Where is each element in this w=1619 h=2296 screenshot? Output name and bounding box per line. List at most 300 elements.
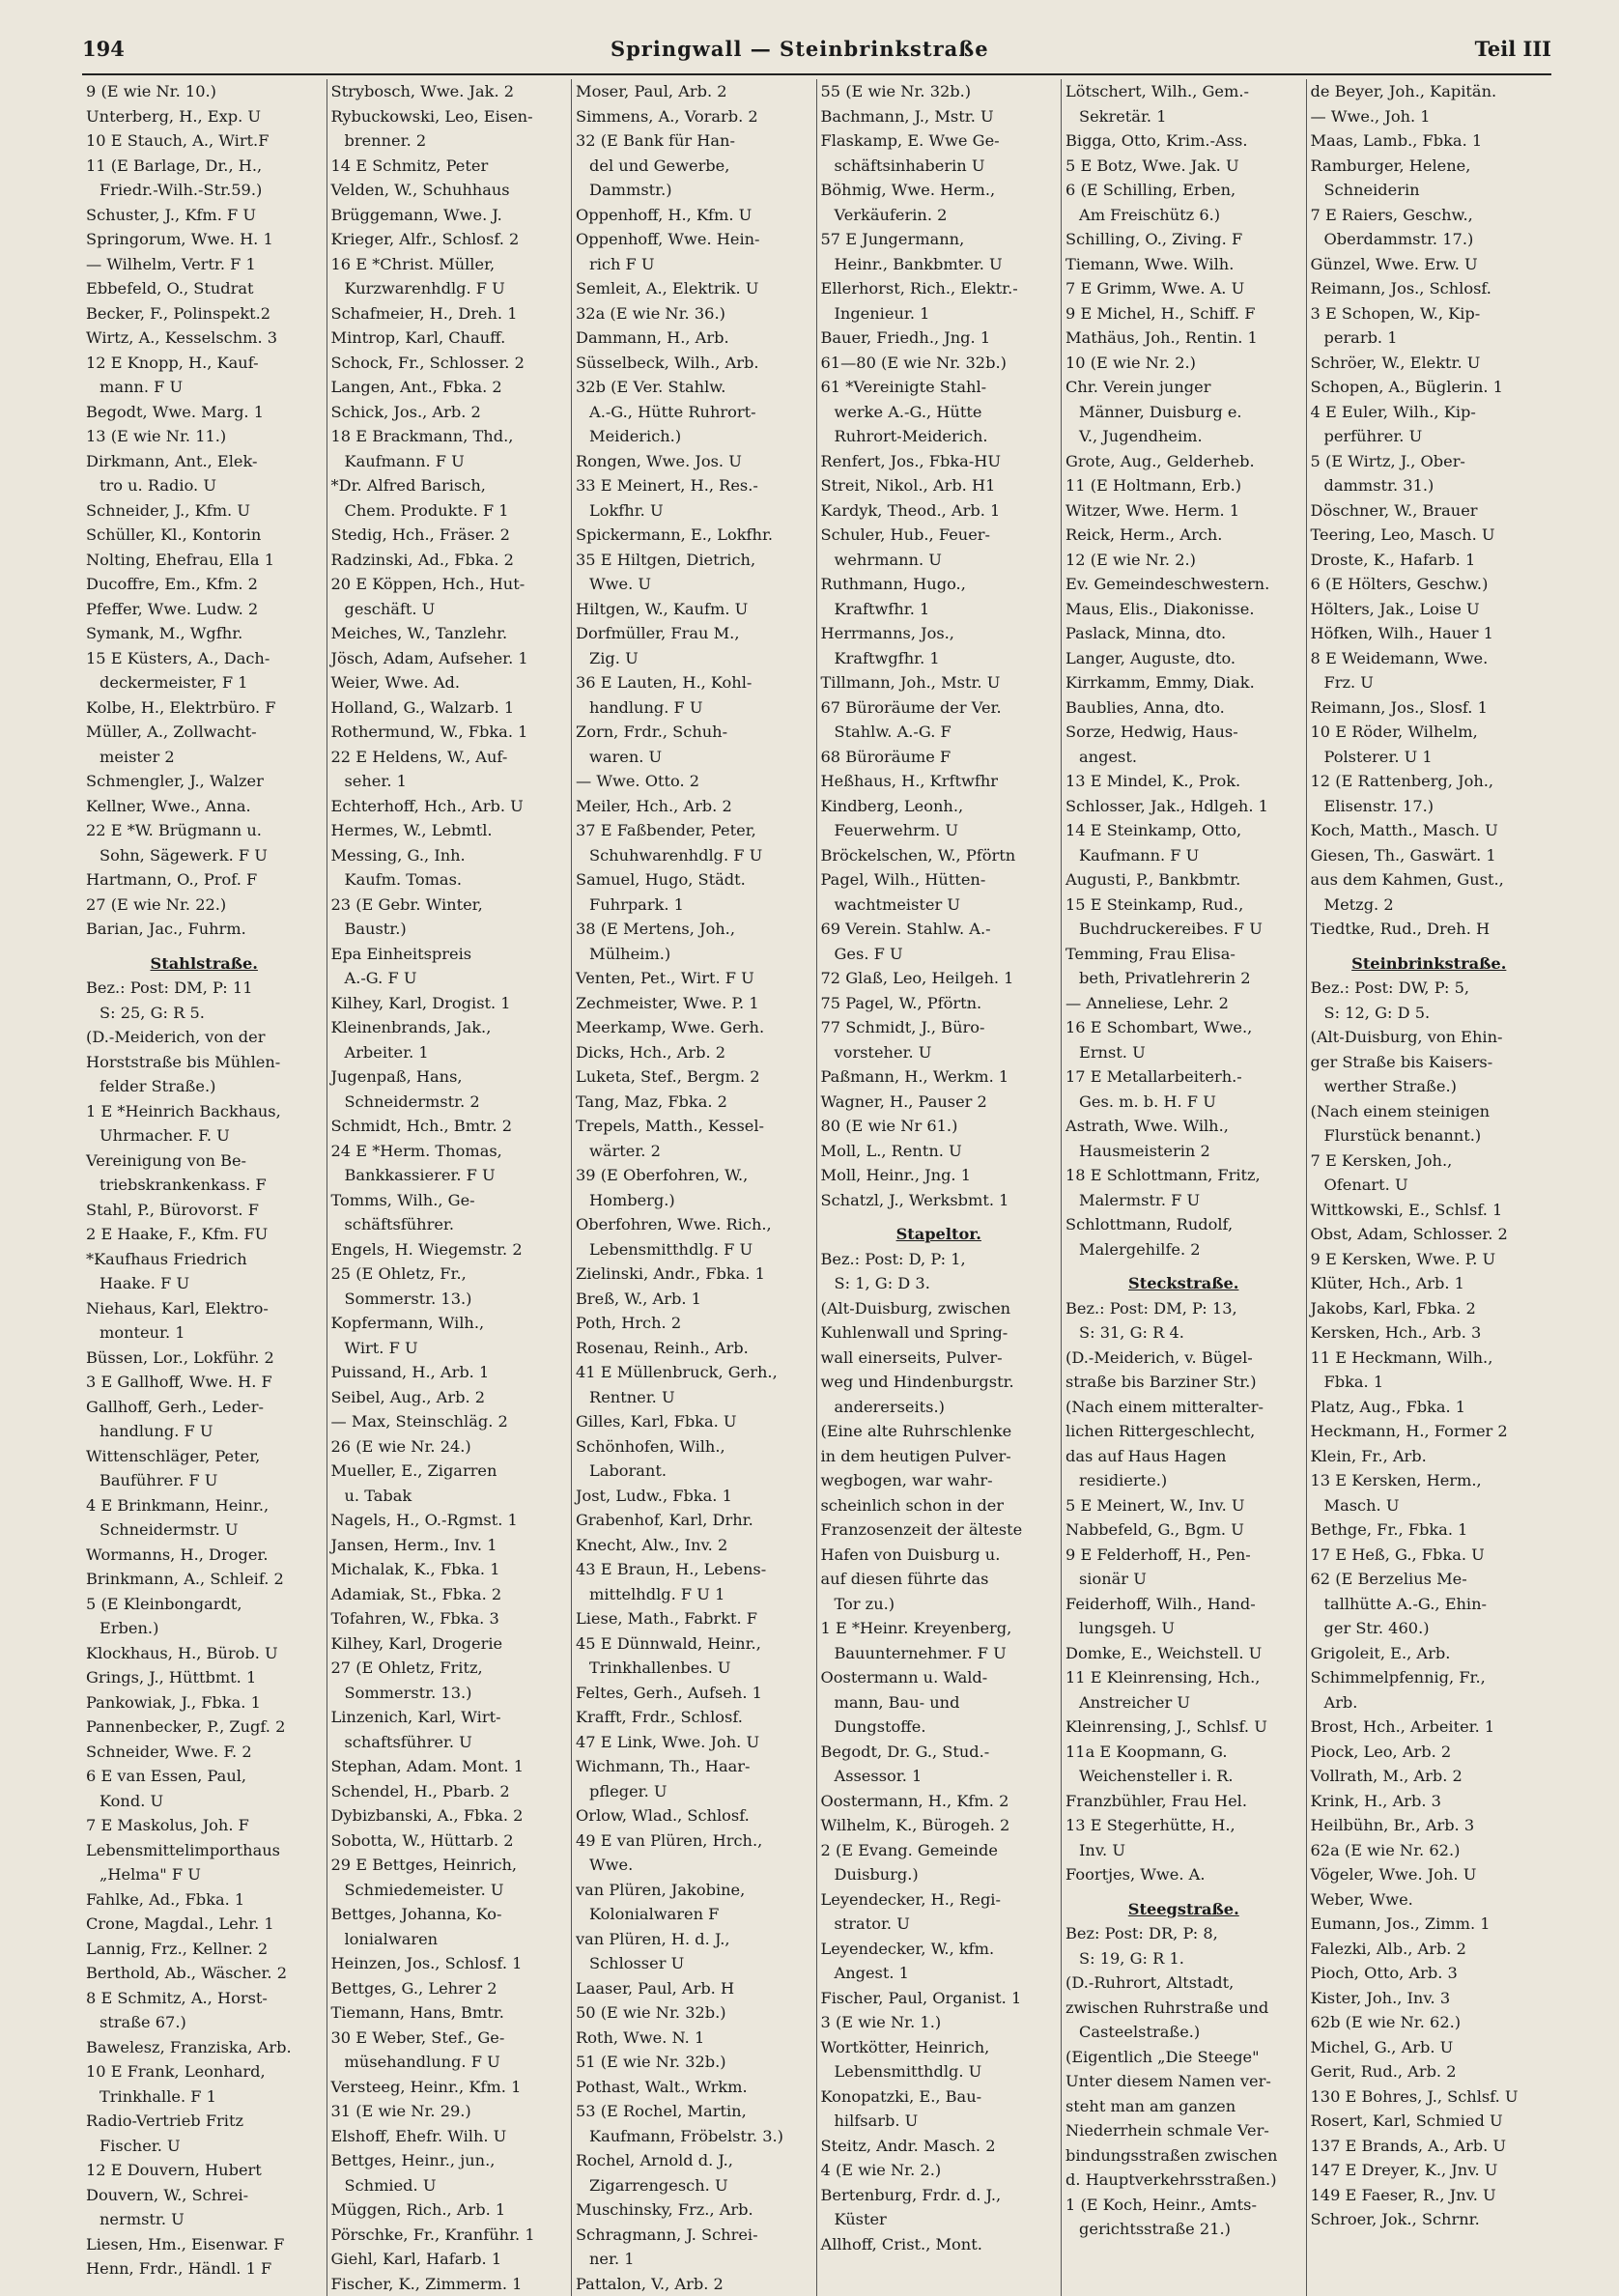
directory-entry-line: straße 67.) bbox=[86, 2010, 323, 2035]
directory-entry-line: Meiler, Hch., Arb. 2 bbox=[576, 794, 812, 819]
directory-entry-line: 51 (E wie Nr. 32b.) bbox=[576, 2050, 812, 2075]
directory-entry-line: Schock, Fr., Schlosser. 2 bbox=[331, 351, 568, 376]
directory-entry-line: Ellerhorst, Rich., Elektr.- bbox=[821, 276, 1058, 301]
directory-entry-line: 17 E Metallarbeiterh.- bbox=[1065, 1064, 1302, 1090]
directory-entry-line: 15 E Küsters, A., Dach- bbox=[86, 646, 323, 671]
directory-entry-line: Sommerstr. 13.) bbox=[331, 1681, 568, 1706]
directory-entry-line: 37 E Faßbender, Peter, bbox=[576, 818, 812, 843]
directory-entry-line: schäftsführer. bbox=[331, 1212, 568, 1237]
directory-entry-line: 25 (E Ohletz, Fr., bbox=[331, 1261, 568, 1287]
directory-entry-line: 16 E Schombart, Wwe., bbox=[1065, 1015, 1302, 1040]
directory-entry-line: 7 E Raiers, Geschw., bbox=[1311, 203, 1548, 228]
directory-entry-line: Schatzl, J., Werksbmt. 1 bbox=[821, 1188, 1058, 1213]
directory-entry-line: 10 E Stauch, A., Wirt.F bbox=[86, 128, 323, 154]
directory-entry-line: Vollrath, M., Arb. 2 bbox=[1311, 1764, 1548, 1789]
directory-entry-line: Sommerstr. 13.) bbox=[331, 1287, 568, 1312]
directory-entry-line: Casteelstraße.) bbox=[1065, 2020, 1302, 2045]
directory-entry-line: Bauer, Friedh., Jng. 1 bbox=[821, 326, 1058, 351]
directory-columns bbox=[82, 79, 1551, 2238]
directory-entry-line: S: 19, G: R 1. bbox=[1065, 1946, 1302, 1971]
directory-entry-line: Spickermann, E., Lokfhr. bbox=[576, 523, 812, 548]
directory-entry-line: Hiltgen, W., Kaufm. U bbox=[576, 597, 812, 622]
directory-entry-line: Kersken, Hch., Arb. 3 bbox=[1311, 1320, 1548, 1346]
directory-entry-line: Orlow, Wlad., Schlosf. bbox=[576, 1803, 812, 1828]
directory-entry-line: 7 E Grimm, Wwe. A. U bbox=[1065, 276, 1302, 301]
directory-entry-line: 147 E Dreyer, K., Jnv. U bbox=[1311, 2158, 1548, 2183]
directory-entry-line: Henn, Frdr., Händl. 1 F bbox=[86, 2256, 323, 2282]
directory-entry-line: Luketa, Stef., Bergm. 2 bbox=[576, 1064, 812, 1090]
directory-entry-line: Schüller, Kl., Kontorin bbox=[86, 523, 323, 548]
directory-entry-line: Büssen, Lor., Lokführ. 2 bbox=[86, 1346, 323, 1371]
directory-entry-line: Schneiderin bbox=[1311, 178, 1548, 203]
directory-entry-line: Kindberg, Leonh., bbox=[821, 794, 1058, 819]
directory-entry-line: Haake. F U bbox=[86, 1271, 323, 1296]
directory-entry-line: — Max, Steinschläg. 2 bbox=[331, 1409, 568, 1434]
directory-entry-line: Stephan, Adam. Mont. 1 bbox=[331, 1754, 568, 1779]
directory-entry-line: 61 *Vereinigte Stahl- bbox=[821, 375, 1058, 400]
directory-entry-line: Astrath, Wwe. Wilh., bbox=[1065, 1114, 1302, 1139]
directory-entry-line: Klein, Fr., Arb. bbox=[1311, 1444, 1548, 1469]
directory-entry-line: aus dem Kahmen, Gust., bbox=[1311, 867, 1548, 893]
directory-entry-line: monteur. 1 bbox=[86, 1320, 323, 1346]
directory-entry-line: u. Tabak bbox=[331, 1484, 568, 1509]
directory-entry-line: Kraftwgfhr. 1 bbox=[821, 646, 1058, 671]
directory-entry-line: Samuel, Hugo, Städt. bbox=[576, 867, 812, 893]
directory-entry-line: Schopen, A., Büglerin. 1 bbox=[1311, 375, 1548, 400]
directory-entry-line: Uhrmacher. F. U bbox=[86, 1123, 323, 1148]
directory-entry-line: Langen, Ant., Fbka. 2 bbox=[331, 375, 568, 400]
directory-entry-line: Heilbühn, Br., Arb. 3 bbox=[1311, 1813, 1548, 1838]
directory-entry-line: 12 (E wie Nr. 2.) bbox=[1065, 548, 1302, 573]
directory-entry-line: Schlosser U bbox=[576, 1951, 812, 1976]
directory-entry-line: Wagner, H., Pauser 2 bbox=[821, 1090, 1058, 1115]
directory-entry-line: Symank, M., Wgfhr. bbox=[86, 621, 323, 646]
directory-entry-line: (Alt-Duisburg, zwischen bbox=[821, 1296, 1058, 1321]
directory-entry-line: wachtmeister U bbox=[821, 893, 1058, 918]
directory-entry-line: Kilhey, Karl, Drogist. 1 bbox=[331, 991, 568, 1016]
directory-entry-line: Schlosser, Jak., Hdlgeh. 1 bbox=[1065, 794, 1302, 819]
directory-entry-line: Weber, Wwe. bbox=[1311, 1887, 1548, 1913]
directory-entry-line: Oppenhoff, H., Kfm. U bbox=[576, 203, 812, 228]
directory-entry-line: gerichtsstraße 21.) bbox=[1065, 2217, 1302, 2242]
directory-entry-line: scheinlich schon in der bbox=[821, 1493, 1058, 1518]
directory-entry-line: Gallhoff, Gerh., Leder- bbox=[86, 1395, 323, 1420]
directory-entry-line: Jösch, Adam, Aufseher. 1 bbox=[331, 646, 568, 671]
directory-entry-line: 50 (E wie Nr. 32b.) bbox=[576, 2000, 812, 2026]
directory-entry-line: 3 E Gallhoff, Wwe. H. F bbox=[86, 1370, 323, 1395]
directory-entry-line: Gilles, Karl, Fbka. U bbox=[576, 1409, 812, 1434]
directory-entry-line: Crone, Magdal., Lehr. 1 bbox=[86, 1912, 323, 1937]
directory-entry-line: Weichensteller i. R. bbox=[1065, 1764, 1302, 1789]
directory-entry-line: 6 (E Hölters, Geschw.) bbox=[1311, 572, 1548, 597]
directory-entry-line: werke A.-G., Hütte bbox=[821, 400, 1058, 425]
directory-entry-line: Knecht, Alw., Inv. 2 bbox=[576, 1533, 812, 1558]
directory-entry-line: Heckmann, H., Former 2 bbox=[1311, 1419, 1548, 1444]
directory-entry-line: Duisburg.) bbox=[821, 1862, 1058, 1887]
directory-entry-line: Fbka. 1 bbox=[1311, 1370, 1548, 1395]
directory-entry-line: Hafen von Duisburg u. bbox=[821, 1543, 1058, 1568]
directory-entry-line: Elisenstr. 17.) bbox=[1311, 794, 1548, 819]
directory-entry-line: Ducoffre, Em., Kfm. 2 bbox=[86, 572, 323, 597]
directory-entry-line: 13 E Stegerhütte, H., bbox=[1065, 1813, 1302, 1838]
directory-entry-line: Wittenschläger, Peter, bbox=[86, 1444, 323, 1469]
directory-entry-line: 8 E Weidemann, Wwe. bbox=[1311, 646, 1548, 671]
directory-entry-line: 9 E Kersken, Wwe. P. U bbox=[1311, 1247, 1548, 1272]
directory-entry-line: 9 (E wie Nr. 10.) bbox=[86, 79, 323, 104]
directory-entry-line: Tillmann, Joh., Mstr. U bbox=[821, 670, 1058, 695]
directory-entry-line: Arb. bbox=[1311, 1690, 1548, 1715]
directory-entry-line: (D.-Ruhrort, Altstadt, bbox=[1065, 1970, 1302, 1996]
directory-entry-line: Schmied. U bbox=[331, 2173, 568, 2198]
directory-entry-line: S: 31, G: R 4. bbox=[1065, 1320, 1302, 1346]
directory-entry-line: Trinkhallenbes. U bbox=[576, 1656, 812, 1681]
directory-entry-line: Dirkmann, Ant., Elek- bbox=[86, 449, 323, 474]
directory-entry-line: Angest. 1 bbox=[821, 1961, 1058, 1986]
directory-entry-line: 45 E Dünnwald, Heinr., bbox=[576, 1631, 812, 1657]
directory-entry-line: Venten, Pet., Wirt. F U bbox=[576, 966, 812, 991]
directory-entry-line: Bez: Post: DR, P: 8, bbox=[1065, 1921, 1302, 1946]
directory-entry-line: Leyendecker, H., Regi- bbox=[821, 1887, 1058, 1913]
directory-entry-line: 41 E Müllenbruck, Gerh., bbox=[576, 1360, 812, 1385]
directory-entry-line: Pagel, Wilh., Hütten- bbox=[821, 867, 1058, 893]
directory-entry-line: Metzg. 2 bbox=[1311, 893, 1548, 918]
directory-entry-line: Barian, Jac., Fuhrm. bbox=[86, 917, 323, 942]
directory-entry-line: Pannenbecker, P., Zugf. 2 bbox=[86, 1715, 323, 1740]
directory-entry-line: 4 E Euler, Wilh., Kip- bbox=[1311, 400, 1548, 425]
directory-entry-line: Reimann, Jos., Slosf. 1 bbox=[1311, 695, 1548, 721]
directory-entry-line: Oostermann, H., Kfm. 2 bbox=[821, 1789, 1058, 1814]
directory-entry-line: 18 E Schlottmann, Fritz, bbox=[1065, 1163, 1302, 1188]
directory-entry-line: 4 (E wie Nr. 2.) bbox=[821, 2158, 1058, 2183]
directory-entry-line: zwischen Ruhrstraße und bbox=[1065, 1996, 1302, 2021]
directory-entry-line: Feltes, Gerh., Aufseh. 1 bbox=[576, 1681, 812, 1706]
directory-entry-line: felder Straße.) bbox=[86, 1074, 323, 1099]
directory-entry-line: 10 (E wie Nr. 2.) bbox=[1065, 351, 1302, 376]
directory-entry-line: Moser, Paul, Arb. 2 bbox=[576, 79, 812, 104]
directory-entry-line: Am Freischütz 6.) bbox=[1065, 203, 1302, 228]
directory-entry-line: Tiemann, Hans, Bmtr. bbox=[331, 2000, 568, 2026]
directory-entry-line: 30 E Weber, Stef., Ge- bbox=[331, 2026, 568, 2051]
column-4 bbox=[817, 79, 1063, 2296]
directory-entry-line: Schneider, J., Kfm. U bbox=[86, 498, 323, 524]
directory-entry-line: Schendel, H., Pbarb. 2 bbox=[331, 1779, 568, 1804]
directory-entry-line: Falezki, Alb., Arb. 2 bbox=[1311, 1937, 1548, 1962]
directory-entry-line: Fischer, Paul, Organist. 1 bbox=[821, 1986, 1058, 2011]
directory-entry-line: Michel, G., Arb. U bbox=[1311, 2035, 1548, 2060]
directory-entry-line: Lebensmittelimporthaus bbox=[86, 1838, 323, 1863]
directory-entry-line: 1 E *Heinrich Backhaus, bbox=[86, 1099, 323, 1124]
street-heading: Steegstraße. bbox=[1065, 1897, 1302, 1922]
directory-entry-line: Nabbefeld, G., Bgm. U bbox=[1065, 1517, 1302, 1543]
directory-entry-line: Kellner, Wwe., Anna. bbox=[86, 794, 323, 819]
directory-entry-line: Wittkowski, E., Schlsf. 1 bbox=[1311, 1198, 1548, 1223]
directory-entry-line: Radio-Vertrieb Fritz bbox=[86, 2109, 323, 2134]
directory-entry-line: 10 E Frank, Leonhard, bbox=[86, 2059, 323, 2084]
directory-entry-line: Pothast, Walt., Wrkm. bbox=[576, 2075, 812, 2100]
directory-entry-line: 14 E Steinkamp, Otto, bbox=[1065, 818, 1302, 843]
directory-entry-line: perarb. 1 bbox=[1311, 326, 1548, 351]
directory-entry-line: Klockhaus, H., Bürob. U bbox=[86, 1641, 323, 1666]
directory-entry-line: — Wilhelm, Vertr. F 1 bbox=[86, 252, 323, 277]
directory-entry-line: Semleit, A., Elektrik. U bbox=[576, 276, 812, 301]
directory-entry-line: Kister, Joh., Inv. 3 bbox=[1311, 1986, 1548, 2011]
directory-entry-line: Bez.: Post: D, P: 1, bbox=[821, 1247, 1058, 1272]
directory-entry-line: werther Straße.) bbox=[1311, 1074, 1548, 1099]
directory-entry-line: Ernst. U bbox=[1065, 1040, 1302, 1065]
directory-entry-line: 3 (E wie Nr. 1.) bbox=[821, 2010, 1058, 2035]
directory-entry-line: Brost, Hch., Arbeiter. 1 bbox=[1311, 1715, 1548, 1740]
directory-entry-line: Rothermund, W., Fbka. 1 bbox=[331, 720, 568, 745]
directory-entry-line: Flaskamp, E. Wwe Ge- bbox=[821, 128, 1058, 154]
directory-entry-line: Oostermann u. Wald- bbox=[821, 1665, 1058, 1690]
directory-entry-line: Bauführer. F U bbox=[86, 1468, 323, 1493]
directory-entry-line: Friedr.-Wilh.-Str.59.) bbox=[86, 178, 323, 203]
directory-entry-line: Linzenich, Karl, Wirt- bbox=[331, 1705, 568, 1730]
directory-entry-line: Seibel, Aug., Arb. 2 bbox=[331, 1385, 568, 1410]
directory-entry-line: Breß, W., Arb. 1 bbox=[576, 1287, 812, 1312]
directory-entry-line: 67 Büroräume der Ver. bbox=[821, 695, 1058, 721]
directory-entry-line: 16 E *Christ. Müller, bbox=[331, 252, 568, 277]
page-title: Springwall — Steinbrinkstraße bbox=[611, 37, 989, 61]
directory-entry-line: Mintrop, Karl, Chauff. bbox=[331, 326, 568, 351]
directory-entry-line: Kaufmann, Fröbelstr. 3.) bbox=[576, 2124, 812, 2149]
directory-entry-line: Herrmanns, Jos., bbox=[821, 621, 1058, 646]
directory-entry-line: Chr. Verein junger bbox=[1065, 375, 1302, 400]
directory-entry-line: Oberdammstr. 17.) bbox=[1311, 227, 1548, 252]
directory-entry-line: Heinr., Bankbmter. U bbox=[821, 252, 1058, 277]
directory-entry-line: *Kaufhaus Friedrich bbox=[86, 1247, 323, 1272]
directory-entry-line: Männer, Duisburg e. bbox=[1065, 400, 1302, 425]
directory-entry-line: „Helma" F U bbox=[86, 1862, 323, 1887]
directory-entry-line: handlung. F U bbox=[576, 695, 812, 721]
directory-entry-line: Kurzwarenhdlg. F U bbox=[331, 276, 568, 301]
directory-entry-line: Pankowiak, J., Fbka. 1 bbox=[86, 1690, 323, 1715]
directory-entry-line: Wormanns, H., Droger. bbox=[86, 1543, 323, 1568]
directory-entry-line: Velden, W., Schuhhaus bbox=[331, 178, 568, 203]
directory-entry-line: V., Jugendheim. bbox=[1065, 424, 1302, 449]
directory-entry-line: Streit, Nikol., Arb. H1 bbox=[821, 473, 1058, 498]
directory-entry-line: Kond. U bbox=[86, 1789, 323, 1814]
directory-entry-line: 62b (E wie Nr. 62.) bbox=[1311, 2010, 1548, 2035]
directory-entry-line: Schroer, Jok., Schrnr. bbox=[1311, 2207, 1548, 2232]
directory-entry-line: pfleger. U bbox=[576, 1779, 812, 1804]
directory-entry-line: perführer. U bbox=[1311, 424, 1548, 449]
directory-entry-line: Sobotta, W., Hüttarb. 2 bbox=[331, 1828, 568, 1854]
directory-entry-line: Konopatzki, E., Bau- bbox=[821, 2084, 1058, 2110]
directory-entry-line: Schneider, Wwe. F. 2 bbox=[86, 1740, 323, 1765]
directory-entry-line: lonialwaren bbox=[331, 1927, 568, 1952]
directory-entry-line: Schragmann, J. Schrei- bbox=[576, 2223, 812, 2248]
directory-entry-line: 15 E Steinkamp, Rud., bbox=[1065, 893, 1302, 918]
directory-entry-line: Sohn, Sägewerk. F U bbox=[86, 843, 323, 868]
directory-entry-line: Kraftwfhr. 1 bbox=[821, 597, 1058, 622]
directory-entry-line: 33 E Meinert, H., Res.- bbox=[576, 473, 812, 498]
directory-entry-line: Giehl, Karl, Hafarb. 1 bbox=[331, 2247, 568, 2272]
directory-entry-line: 68 Büroräume F bbox=[821, 745, 1058, 770]
directory-entry-line: Temming, Frau Elisa- bbox=[1065, 942, 1302, 967]
directory-entry-line: Fahlke, Ad., Fbka. 1 bbox=[86, 1887, 323, 1913]
directory-entry-line: Verkäuferin. 2 bbox=[821, 203, 1058, 228]
directory-entry-line: Dammann, H., Arb. bbox=[576, 326, 812, 351]
directory-entry-line: Hölters, Jak., Loise U bbox=[1311, 597, 1548, 622]
directory-entry-line: Meiderich.) bbox=[576, 424, 812, 449]
directory-entry-line: Vereinigung von Be- bbox=[86, 1148, 323, 1174]
directory-entry-line: Becker, F., Polinspekt.2 bbox=[86, 301, 323, 326]
directory-entry-line: Kolbe, H., Elektrbüro. F bbox=[86, 695, 323, 721]
directory-entry-line: 6 (E Schilling, Erben, bbox=[1065, 178, 1302, 203]
directory-entry-line: Maus, Elis., Diakonisse. bbox=[1065, 597, 1302, 622]
directory-entry-line: Müller, A., Zollwacht- bbox=[86, 720, 323, 745]
directory-entry-line: Simmens, A., Vorarb. 2 bbox=[576, 104, 812, 129]
directory-entry-line: 9 E Felderhoff, H., Pen- bbox=[1065, 1543, 1302, 1568]
directory-entry-line: Lokfhr. U bbox=[576, 498, 812, 524]
directory-entry-line: Ges. F U bbox=[821, 942, 1058, 967]
directory-entry-line: Stahl, P., Bürovorst. F bbox=[86, 1198, 323, 1223]
directory-entry-line: Poth, Hrch. 2 bbox=[576, 1311, 812, 1336]
directory-entry-line: Steitz, Andr. Masch. 2 bbox=[821, 2134, 1058, 2159]
directory-entry-line: ger Str. 460.) bbox=[1311, 1616, 1548, 1641]
directory-entry-line: residierte.) bbox=[1065, 1468, 1302, 1493]
directory-entry-line: lichen Rittergeschlecht, bbox=[1065, 1419, 1302, 1444]
directory-entry-line: Lebensmitthdlg. F U bbox=[576, 1237, 812, 1262]
directory-entry-line: 7 E Kersken, Joh., bbox=[1311, 1148, 1548, 1174]
column-5 bbox=[1062, 79, 1307, 2296]
directory-entry-line: Engels, H. Wiegemstr. 2 bbox=[331, 1237, 568, 1262]
directory-entry-line: Tang, Maz, Fbka. 2 bbox=[576, 1090, 812, 1115]
directory-entry-line: wärter. 2 bbox=[576, 1139, 812, 1164]
directory-entry-line: Kaufmann. F U bbox=[331, 449, 568, 474]
directory-entry-line: Jansen, Herm., Inv. 1 bbox=[331, 1533, 568, 1558]
directory-entry-line: Oberfohren, Wwe. Rich., bbox=[576, 1212, 812, 1237]
directory-entry-line: Dammstr.) bbox=[576, 178, 812, 203]
directory-entry-line: 5 E Botz, Wwe. Jak. U bbox=[1065, 154, 1302, 179]
directory-entry-line: Malergehilfe. 2 bbox=[1065, 1237, 1302, 1262]
directory-entry-line: Rybuckowski, Leo, Eisen- bbox=[331, 104, 568, 129]
directory-entry-line: auf diesen führte das bbox=[821, 1567, 1058, 1592]
directory-entry-line: Schneidermstr. U bbox=[86, 1517, 323, 1543]
directory-entry-line: Schlottmann, Rudolf, bbox=[1065, 1212, 1302, 1237]
directory-entry-line: Begodt, Wwe. Marg. 1 bbox=[86, 400, 323, 425]
directory-entry-line: geschäft. U bbox=[331, 597, 568, 622]
directory-entry-line: Horststraße bis Mühlen- bbox=[86, 1050, 323, 1075]
directory-entry-line: Schmiedemeister. U bbox=[331, 1878, 568, 1903]
directory-entry-line: deckermeister, F 1 bbox=[86, 670, 323, 695]
directory-entry-line: Ramburger, Helene, bbox=[1311, 154, 1548, 179]
directory-entry-line: 36 E Lauten, H., Kohl- bbox=[576, 670, 812, 695]
directory-entry-line: 22 E Heldens, W., Auf- bbox=[331, 745, 568, 770]
page-header bbox=[82, 37, 1551, 75]
directory-entry-line: 12 E Douvern, Hubert bbox=[86, 2158, 323, 2183]
directory-entry-line: Laborant. bbox=[576, 1459, 812, 1484]
directory-entry-line: sionär U bbox=[1065, 1567, 1302, 1592]
directory-entry-line: 149 E Faeser, R., Jnv. U bbox=[1311, 2183, 1548, 2208]
directory-entry-line: 11 (E Holtmann, Erb.) bbox=[1065, 473, 1302, 498]
directory-entry-line: van Plüren, H. d. J., bbox=[576, 1927, 812, 1952]
directory-entry-line: Maas, Lamb., Fbka. 1 bbox=[1311, 128, 1548, 154]
directory-entry-line: Tor zu.) bbox=[821, 1592, 1058, 1617]
directory-entry-line: Moll, L., Rentn. U bbox=[821, 1139, 1058, 1164]
directory-entry-line: Ruhrort-Meiderich. bbox=[821, 424, 1058, 449]
directory-entry-line: Fuhrpark. 1 bbox=[576, 893, 812, 918]
directory-entry-line: Paßmann, H., Werkm. 1 bbox=[821, 1064, 1058, 1090]
directory-entry-line: (D.-Meiderich, v. Bügel- bbox=[1065, 1346, 1302, 1371]
directory-entry-line: Feiderhoff, Wilh., Hand- bbox=[1065, 1592, 1302, 1617]
directory-entry-line: Kaufm. Tomas. bbox=[331, 867, 568, 893]
directory-entry-line: Schuler, Hub., Feuer- bbox=[821, 523, 1058, 548]
directory-entry-line: Pattalon, V., Arb. 2 bbox=[576, 2272, 812, 2296]
page-number: 194 bbox=[82, 37, 125, 61]
directory-entry-line: Hartmann, O., Prof. F bbox=[86, 867, 323, 893]
directory-entry-line: Eumann, Jos., Zimm. 1 bbox=[1311, 1912, 1548, 1937]
directory-entry-line: Bettges, Heinr., jun., bbox=[331, 2148, 568, 2173]
directory-entry-line: wehrmann. U bbox=[821, 548, 1058, 573]
directory-entry-line: bindungsstraßen zwischen bbox=[1065, 2143, 1302, 2168]
directory-entry-line: meister 2 bbox=[86, 745, 323, 770]
directory-entry-line: Zig. U bbox=[576, 646, 812, 671]
directory-entry-line: Epa Einheitspreis bbox=[331, 942, 568, 967]
directory-entry-line: Erben.) bbox=[86, 1616, 323, 1641]
directory-entry-line: rich F U bbox=[576, 252, 812, 277]
directory-entry-line: Bez.: Post: DM, P: 13, bbox=[1065, 1296, 1302, 1321]
directory-entry-line: Messing, G., Inh. bbox=[331, 843, 568, 868]
directory-entry-line: 31 (E wie Nr. 29.) bbox=[331, 2099, 568, 2124]
directory-entry-line: Holland, G., Walzarb. 1 bbox=[331, 695, 568, 721]
directory-entry-line: Rentner. U bbox=[576, 1385, 812, 1410]
directory-entry-line: Trinkhalle. F 1 bbox=[86, 2084, 323, 2110]
directory-entry-line: Ingenieur. 1 bbox=[821, 301, 1058, 326]
directory-entry-line: Tofahren, W., Fbka. 3 bbox=[331, 1606, 568, 1631]
directory-entry-line: Paslack, Minna, dto. bbox=[1065, 621, 1302, 646]
directory-entry-line: Oppenhoff, Wwe. Hein- bbox=[576, 227, 812, 252]
directory-entry-line: Ebbefeld, O., Studrat bbox=[86, 276, 323, 301]
directory-entry-line: Unter diesem Namen ver- bbox=[1065, 2069, 1302, 2094]
directory-entry-line: Puissand, H., Arb. 1 bbox=[331, 1360, 568, 1385]
directory-entry-line: Baublies, Anna, dto. bbox=[1065, 695, 1302, 721]
directory-entry-line: angest. bbox=[1065, 745, 1302, 770]
directory-entry-line: Wilhelm, K., Bürogeh. 2 bbox=[821, 1813, 1058, 1838]
directory-entry-line: 35 E Hiltgen, Dietrich, bbox=[576, 548, 812, 573]
directory-entry-line: Krafft, Frdr., Schlosf. bbox=[576, 1705, 812, 1730]
directory-entry-line: in dem heutigen Pulver- bbox=[821, 1444, 1058, 1469]
directory-entry-line: 62a (E wie Nr. 62.) bbox=[1311, 1838, 1548, 1863]
directory-entry-line: 32a (E wie Nr. 36.) bbox=[576, 301, 812, 326]
directory-entry-line: Zigarrengesch. U bbox=[576, 2173, 812, 2198]
directory-entry-line: 11 E Heckmann, Wilh., bbox=[1311, 1346, 1548, 1371]
directory-entry-line: 80 (E wie Nr 61.) bbox=[821, 1114, 1058, 1139]
directory-entry-line: Stedig, Hch., Fräser. 2 bbox=[331, 523, 568, 548]
directory-entry-line: Nolting, Ehefrau, Ella 1 bbox=[86, 548, 323, 573]
directory-entry-line: 32b (E Ver. Stahlw. bbox=[576, 375, 812, 400]
directory-entry-line: Lötschert, Wilh., Gem.- bbox=[1065, 79, 1302, 104]
directory-entry-line: *Dr. Alfred Barisch, bbox=[331, 473, 568, 498]
directory-entry-line: Platz, Aug., Fbka. 1 bbox=[1311, 1395, 1548, 1420]
directory-entry-line: — Wwe., Joh. 1 bbox=[1311, 104, 1548, 129]
directory-entry-line: Zechmeister, Wwe. P. 1 bbox=[576, 991, 812, 1016]
directory-entry-line: vorsteher. U bbox=[821, 1040, 1058, 1065]
directory-entry-line: Malermstr. F U bbox=[1065, 1188, 1302, 1213]
directory-entry-line: Schröer, W., Elektr. U bbox=[1311, 351, 1548, 376]
directory-entry-line: Koch, Matth., Masch. U bbox=[1311, 818, 1548, 843]
directory-entry-line: Echterhoff, Hch., Arb. U bbox=[331, 794, 568, 819]
directory-entry-line: beth, Privatlehrerin 2 bbox=[1065, 966, 1302, 991]
directory-entry-line: Dorfmüller, Frau M., bbox=[576, 621, 812, 646]
directory-entry-line: Mathäus, Joh., Rentin. 1 bbox=[1065, 326, 1302, 351]
directory-entry-line: tro u. Radio. U bbox=[86, 473, 323, 498]
directory-entry-line: Kirrkamm, Emmy, Diak. bbox=[1065, 670, 1302, 695]
directory-entry-line: S: 1, G: D 3. bbox=[821, 1271, 1058, 1296]
directory-entry-line: Kuhlenwall und Spring- bbox=[821, 1320, 1058, 1346]
directory-entry-line: Domke, E., Weichstell. U bbox=[1065, 1641, 1302, 1666]
